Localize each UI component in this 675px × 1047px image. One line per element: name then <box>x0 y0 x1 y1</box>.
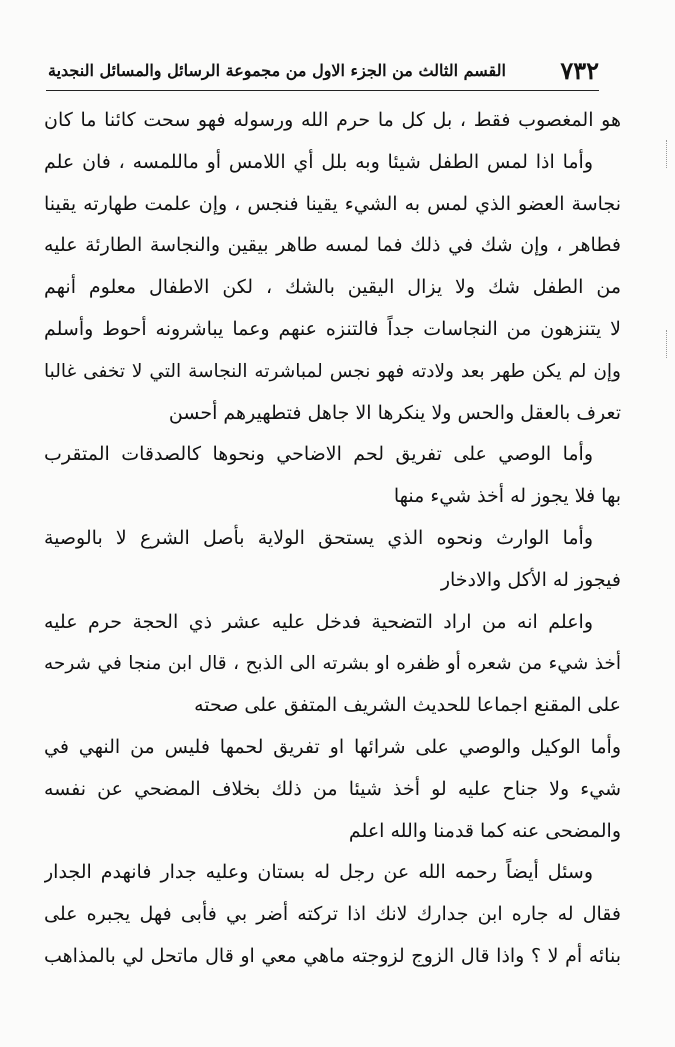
page-number: ٧٣٢ <box>560 55 599 85</box>
running-title: القسم الثالث من الجزء الاول من مجموعة الرسائل والمسائل النجدية <box>48 60 506 80</box>
text-line: فيجوز له الأكل والادخار <box>440 568 621 591</box>
text-line: وأما الوارث ونحوه الذي يستحق الولاية بأصل الشرع لا بالوصية <box>44 526 593 549</box>
text-line: لا يتنزهون من النجاسات جداً فالتنزه عنهم وعما يباشرونه أحوط وأسلم <box>44 317 621 340</box>
header-rule <box>46 90 599 91</box>
text-line: بنائه أم لا ؟ واذا قال الزوج لزوجته ماهي معي او قال ماتحل لي بالمذاهب <box>44 944 621 967</box>
body-text <box>44 100 621 978</box>
text-line: هو المغصوب فقط ، بل كل ما حرم الله ورسوله فهو سحت كائنا ما كان <box>44 109 621 131</box>
text-line: واعلم انه من اراد التضحية فدخل عليه عشر ذي الحجة حرم عليه <box>44 610 593 633</box>
text-line: وأما الوصي على تفريق لحم الاضاحي ونحوها كالصدقات المتقرب <box>44 443 593 466</box>
text-line: بها فلا يجوز له أخذ شيء منها <box>393 485 621 508</box>
text-line: نجاسة العضو الذي لمس به الشيء يقينا فنجس ، وإن علمت طهارته يقينا <box>44 192 621 215</box>
text-line: من الطفل شك ولا يزال اليقين بالشك ، لكن الاطفال معلوم أنهم <box>44 276 621 299</box>
text-line: وأما الوكيل والوصي على شرائها او تفريق لحمها فليس من النهي في <box>44 735 621 758</box>
text-line: على المقنع اجماعا للحديث الشريف المتفق على صحته <box>194 694 621 717</box>
text-line: شيء ولا جناح عليه لو أخذ شيئا من ذلك بخلاف المضحي عن نفسه <box>44 777 621 800</box>
page-header <box>48 50 599 90</box>
text-line: وأما اذا لمس الطفل شيئا وبه بلل أي اللامس أو ماللمسه ، فان علم <box>44 150 593 173</box>
margin-mark <box>660 140 667 168</box>
margin-mark <box>660 330 667 358</box>
text-line: وسئل أيضاً رحمه الله عن رجل له بستان وعليه جدار فانهدم الجدار <box>44 861 593 884</box>
text-line: وإن لم يكن طهر بعد ولادته فهو نجس لمباشرته النجاسة التي لا تخفى غالبا <box>44 360 621 382</box>
text-line: أخذ شيء من شعره أو ظفره او بشرته الى الذبح ، قال ابن منجا في شرحه <box>44 653 621 675</box>
text-line: والمضحى عنه كما قدمنا والله اعلم <box>348 819 621 842</box>
text-line: فطاهر ، وإن شك في ذلك فما لمسه طاهر بيقين والنجاسة الطارئة عليه <box>44 234 621 257</box>
text-line: تعرف بالعقل والحس ولا ينكرها الا جاهل فتطهيرهم أحسن <box>168 401 621 424</box>
text-line: فقال له جاره ابن جدارك لانك اذا تركته أضر بي فأبى فهل يجبره على <box>44 903 621 926</box>
